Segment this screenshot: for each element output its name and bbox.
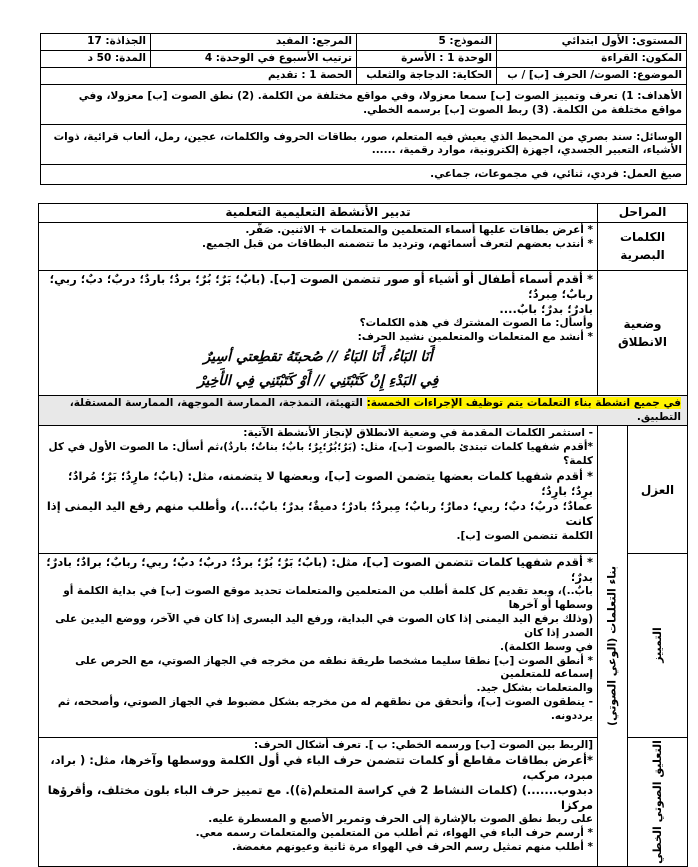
phonic-link-label: التعليق الصوتي الخطي [650,740,664,864]
objectives: الأهداف: 1) تعرف وتمييز الصوت [ب] سمعا معزولا، وفي مواقع مختلفة من الكلمة. (2) نطق الصوت [ب] معزولا، وفي مواقع مختلفة من الكلمة. (3) ربط الصوت [ب] برسمه الخطي. [41,84,687,124]
isolation-content [39,426,598,553]
link-l3: دبدوب.......) (كلمات النشاط 2 في كراسة المتعلم(ة)). مع تمييز حرف الباء بلون مختلف، وأقرؤها مركزا [47,783,593,813]
week-order: ترتيب الأسبوع في الوحدة: 4 [151,50,357,67]
link-content [39,737,598,867]
visual-words-line-2: * أنتدب بعضهم لتعرف أسمائهم، وترديد ما تتضمنه البطاقات من قبل الجميع. [202,237,593,250]
duration: المدة: 50 د [41,50,151,67]
stage-launch: وضعية الانطلاق [598,270,688,395]
story: الحكاية: الدجاجة والثعلب [357,67,497,84]
distinguish-l5: * أنطق الصوت [ب] نطقا سليما مشخصا طريقة نطقه من مخرجه في الجهاز الصوتي، مع الحرص على إسماعه للمتعلمين [75,654,593,681]
session: الحصة 1 : تقديم [41,67,357,84]
procedures-note-highlight: في جميع انشطة بناء التعلمات يتم توظيف الإجراءات الخمسة: [366,396,682,409]
stage-distinguish [628,553,688,737]
launch-question: وأسأل: ما الصوت المشترك في هذه الكلمات؟ [359,317,593,330]
model: النموذج: 5 [357,34,497,51]
lesson-info-table [40,33,687,185]
sheet-number: الجذاذة: 17 [41,34,151,51]
visual-words-line-1: * أعرض بطاقات عليها أسماء المتعلمين والمتعلمات + الاثنين. صَفّر. [245,223,593,236]
stage-isolation: العزل [628,426,688,553]
link-l4: على ربط نطق الصوت بالإشارة إلى الحرف وتمرير الأصبع و المسطرة عليه. [208,813,593,826]
chant-line-1: أَنَا البَاءُ، أَنَا البَاءُ // صُحبتَهُ تقطِعتي أسِيرٌ [203,349,433,366]
work-forms: صيغ العمل: فردي، ثنائي، في مجموعات، جماعي. [41,164,687,184]
distinguish-l2: بابٌ..)، وبعد تقديم كل كلمة أطلب من المتعلمين والمتعلمات تحديد موقع الصوت [ب] في بداية الكلمة أو وسطها أو آخرها [63,585,593,612]
build-learning-label: بناء التعلمات (الوعي الصوتي) [605,566,619,727]
visual-words-content [39,222,598,270]
procedures-note-rest: التهيئة، النمذجة، الممارسة الموجهة، الممارسة المستقلة، التطبيق. [69,396,682,423]
distinguish-label: التمييز [650,627,664,664]
link-l2: *أعرض بطاقات مقاطع أو كلمات تتضمن حرف الباء في أول الكلمة ووسطها وآخرها، مثل: ( براد، مبرد، مركب، [50,752,593,782]
distinguish-content [39,553,598,737]
link-l5: * أرسم حرف الباء في الهواء، ثم أطلب من المتعلمين والمتعلمات رسمه معي. [195,827,593,840]
isolation-intro: - استثمر الكلمات المقدمة في وضعية الانطلاق لإنجاز الأنشطة الآتية: [243,427,593,440]
distinguish-l1: * أقدم شفهيا كلمات تتضمن الصوت [ب]، مثل: (بابٌ؛ بَرٌ؛ بُرٌ؛ بردٌ؛ دربٌ؛ دبٌ؛ ربي؛ ربابٌ؛ برادٌ؛ بادرٌ؛ بدرٌ؛ [46,554,593,585]
reference: المرجع: المفيد [151,34,357,51]
isolation-q3: عمادٌ؛ دربٌ؛ دبٌ؛ ربي؛ دمارٌ؛ ربابٌ؛ مِبردٌ؛ بادرٌ؛ دميةٌ؛ بدرٌ؛ بابٌ؛...)، وأطلب منهم رفع اليد اليمنى إذا كانت [46,499,593,529]
distinguish-l3: (وذلك برفع اليد اليمنى إذا كان الصوت في البداية، ورفع اليد اليسرى إذا كان في الآخر، ووضع اليدين على الصدر إذا كان [55,612,593,639]
distinguish-l7: - ينطقون الصوت [ب]، وأتحقق من نطقهم له من مخرجه بشكل مضبوط في الجهاز الصوتي، وأصححه، ثم يرددونه. [57,696,593,722]
distinguish-l6: والمتعلمات بشكل جيد. [476,682,593,695]
isolation-q1: *أقدم شفهيا كلمات تبتدئ بالصوت [ب]، مثل: (بَرٌ؛بُرٌ؛بِرٌ؛ بابٌ؛ بناتٌ؛ باردٌ)،ثم أسأل: ما الصوت الأول في كل كلمة؟ [48,441,593,468]
isolation-q2: * أقدم شفهيا كلمات بعضها يتضمن الصوت [ب]، وبعضها لا يتضمنه، مثل: (بابٌ؛ مارِدٌ؛ بَرٌ؛ مُرادٌ؛ برِدٌ؛ بارِدٌ؛ [68,468,593,499]
launch-line-1: * أقدم أسماء أطفال أو أشياء أو صور تتضمن الصوت [ب]. (بابٌ؛ بَرٌ؛ بُرٌ؛ بردٌ؛ باردٌ؛ دربٌ؛ دبٌ؛ ربي؛ ربابٌ؛ مِبردٌ؛ [49,271,593,301]
unit: الوحدة 1 : الأسرة [357,50,497,67]
means: الوسائل: سند بصري من المحيط الذي يعيش فيه المتعلم، صور، بطاقات الحروف والكلمات، عجين، رمل، ألعاب قرائية، ذوات الأشياء، التعبير الجسدي، اجهزة إلكترونية، موارد رقمية، ...... [41,124,687,164]
activities-header: تدبير الأنشطة التعليمية التعلمية [39,204,598,223]
build-learning-side [598,426,628,867]
subject: الموضوع: الصوت/ الحرف [ب] / ب [497,67,687,84]
stage-phonic-link [628,737,688,867]
activities-table [38,203,688,867]
link-l1: [الربط بين الصوت [ب] ورسمه الخطي: ب ]. تعرف أشكال الحرف: [254,738,593,751]
component: المكون: القراءة [497,50,687,67]
launch-line-2: بادرٌ؛ بدرٌ؛ بابٌ.... [499,302,593,317]
stage-visual-words: الكلمات البصرية [598,222,688,270]
level: المستوى: الأول ابتدائي [497,34,687,51]
chant-line-2: فِي البَدْءِ إِنْ كَتَبْتَنِي // أَوْ كَتَبْتَنِي فِي الأَخِيرْ [197,373,439,390]
procedures-note [39,395,688,426]
link-l6: * أطلب منهم تمثيل رسم الحرف في الهواء مرة ثانية وعيونهم مغمضة. [232,841,593,854]
stages-header: المراحل [598,204,688,223]
launch-chant-intro: * أنشد مع المتعلمات والمتعلمين نشيد الحرف: [357,331,593,344]
isolation-q4: الكلمة تتضمن الصوت [ب]. [456,529,593,542]
distinguish-l4: في وسط الكلمة). [499,640,593,653]
launch-content [39,270,598,395]
